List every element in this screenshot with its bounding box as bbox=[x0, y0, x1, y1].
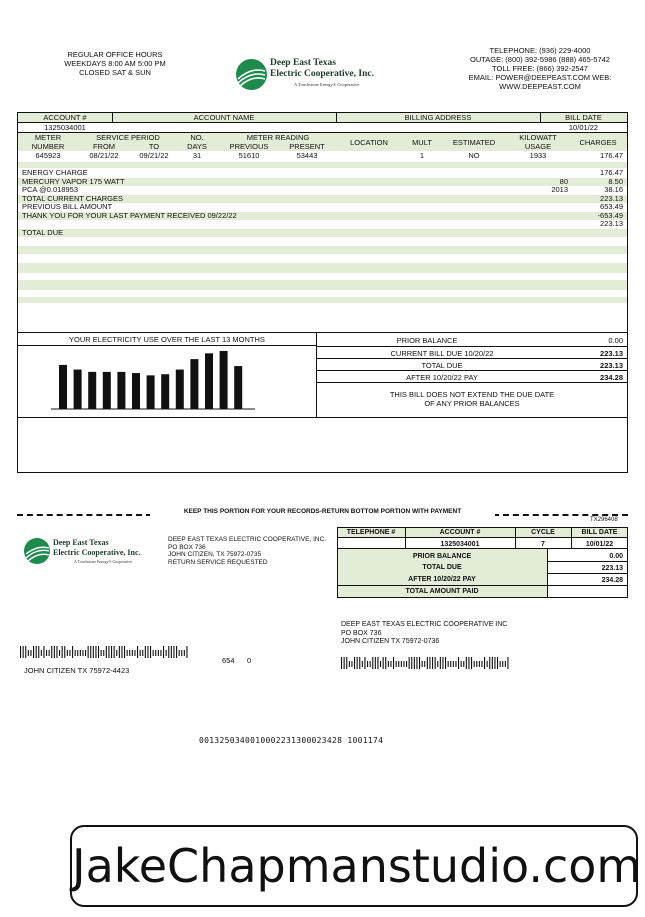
barcode-bar bbox=[458, 657, 459, 669]
hdr-number: NUMBER bbox=[31, 142, 65, 151]
hdr-no: NO. bbox=[190, 133, 204, 142]
stub-logo-globe-icon bbox=[24, 538, 50, 564]
barcode-bar bbox=[427, 657, 428, 669]
balance-row bbox=[317, 347, 627, 359]
logo-name-line1: Deep East Texas bbox=[270, 58, 336, 68]
charges-list bbox=[22, 168, 624, 236]
barcode-bar bbox=[160, 650, 161, 656]
balance-row bbox=[317, 371, 627, 383]
charge-row bbox=[22, 194, 624, 203]
remit-barcode bbox=[341, 657, 511, 669]
charge-amount: 653.49 bbox=[600, 202, 623, 211]
stub-bill-date: 10/01/22 bbox=[585, 541, 614, 548]
usage-bar bbox=[117, 372, 125, 409]
barcode-bar bbox=[442, 657, 443, 669]
barcode-bar bbox=[93, 646, 94, 658]
barcode-bar bbox=[124, 646, 125, 658]
usage-bar bbox=[147, 375, 155, 409]
service-to: 09/21/22 bbox=[139, 151, 169, 160]
barcode-bar bbox=[409, 657, 410, 669]
barcode-bar bbox=[479, 661, 480, 667]
barcode-bar bbox=[351, 661, 352, 667]
balance-summary bbox=[317, 333, 627, 408]
office-hours-line: WEEKDAYS 8:00 AM 5:00 PM bbox=[64, 59, 166, 68]
service-days: 31 bbox=[192, 151, 202, 160]
barcode-bar bbox=[176, 646, 177, 658]
barcode-bar bbox=[49, 650, 50, 656]
stub-row-value: 234.28 bbox=[601, 577, 623, 584]
balance-label: AFTER 10/20/22 PAY bbox=[406, 373, 478, 382]
meter-number: 645923 bbox=[35, 151, 61, 160]
barcode-bar bbox=[383, 657, 384, 669]
stub-row-value: 0.00 bbox=[609, 553, 623, 560]
barcode-bar bbox=[437, 661, 438, 667]
contact-line: TOLL FREE: (866) 392-2547 bbox=[492, 64, 588, 73]
barcode-bar bbox=[72, 646, 73, 658]
stub-logo bbox=[24, 536, 154, 570]
barcode-bar bbox=[64, 646, 65, 658]
hdr-service-period: SERVICE PERIOD bbox=[96, 133, 160, 142]
barcode-bar bbox=[403, 661, 404, 667]
stub-row-label: PRIOR BALANCE bbox=[412, 553, 472, 560]
customer-barcode bbox=[20, 646, 190, 658]
charge-desc: TOTAL DUE bbox=[22, 227, 64, 237]
label-billing-address: BILLING ADDRESS bbox=[404, 113, 472, 122]
balance-label: CURRENT BILL DUE 10/20/22 bbox=[390, 349, 494, 358]
meter-charges: 176.47 bbox=[600, 151, 623, 160]
barcode-bar bbox=[111, 646, 112, 658]
stub-account: 1325034001 bbox=[440, 541, 480, 548]
barcode-bar bbox=[424, 661, 425, 667]
office-hours-line: REGULAR OFFICE HOURS bbox=[67, 50, 163, 59]
balance-row bbox=[317, 359, 627, 371]
stub-row-label: TOTAL AMOUNT PAID bbox=[405, 588, 479, 595]
barcode-bar bbox=[163, 646, 164, 658]
hdr-previous: PREVIOUS bbox=[229, 142, 269, 151]
stub-row-label: AFTER 10/20/22 PAY bbox=[408, 576, 476, 583]
barcode-bar bbox=[28, 650, 29, 656]
barcode-bar bbox=[186, 646, 187, 658]
usage-bar bbox=[132, 373, 140, 409]
charge-amount: 176.47 bbox=[600, 168, 623, 177]
stub-logo-name-line1: Deep East Texas bbox=[53, 538, 109, 547]
barcode-bar bbox=[106, 646, 107, 658]
usage-bar bbox=[103, 372, 111, 409]
barcode-bar bbox=[385, 657, 386, 669]
barcode-bar bbox=[184, 650, 185, 656]
barcode-bar bbox=[448, 661, 449, 667]
barcode-bar bbox=[393, 657, 394, 669]
barcode-bar bbox=[468, 657, 469, 669]
barcode-bar bbox=[455, 661, 456, 667]
barcode-bar bbox=[54, 646, 55, 658]
contact-line: EMAIL: POWER@DEEPEAST.COM WEB: bbox=[468, 73, 612, 82]
hdr-kilowatt: KILOWATT bbox=[519, 133, 557, 142]
barcode-bar bbox=[90, 646, 91, 658]
usage-bar bbox=[190, 359, 198, 409]
barcode-bar bbox=[487, 661, 488, 667]
stub-table bbox=[337, 527, 628, 599]
hdr-present: PRESENT bbox=[289, 142, 325, 151]
charge-row bbox=[22, 177, 624, 186]
hdr-estimated: ESTIMATED bbox=[452, 138, 496, 147]
barcode-bar bbox=[354, 657, 355, 669]
barcode-bar bbox=[466, 657, 467, 669]
barcode-bar bbox=[140, 650, 141, 656]
hdr-location: LOCATION bbox=[350, 138, 388, 147]
usage-bar bbox=[88, 372, 96, 409]
barcode-bar bbox=[46, 650, 47, 656]
logo-globe-icon bbox=[236, 59, 267, 90]
barcode-bar bbox=[463, 661, 464, 667]
barcode-bar bbox=[489, 657, 490, 669]
barcode-bar bbox=[82, 650, 83, 656]
contact-block bbox=[440, 46, 640, 91]
barcode-bar bbox=[453, 661, 454, 667]
charge-desc: PREVIOUS BILL AMOUNT bbox=[22, 202, 113, 211]
charge-amount: 8.50 bbox=[608, 176, 623, 186]
barcode-bar bbox=[171, 646, 172, 658]
logo-name-line2: Electric Cooperative, Inc. bbox=[270, 69, 374, 79]
balance-value: 223.13 bbox=[600, 349, 623, 358]
barcode-bar bbox=[168, 646, 169, 658]
charge-desc: MERCURY VAPOR 175 WATT bbox=[22, 176, 125, 186]
contact-line: WWW.DEEPEAST.COM bbox=[499, 82, 581, 91]
remit-to-address bbox=[341, 621, 507, 647]
usage-chart-title: YOUR ELECTRICITY USE OVER THE LAST 13 MONTHS bbox=[69, 335, 265, 344]
barcode-bar bbox=[36, 646, 37, 658]
hdr-mult: MULT bbox=[412, 138, 432, 147]
hdr-meter-reading: METER READING bbox=[246, 133, 310, 142]
barcode-bar bbox=[33, 646, 34, 658]
barcode-bar bbox=[370, 661, 371, 667]
barcode-bar bbox=[101, 650, 102, 656]
barcode-bar bbox=[129, 650, 130, 656]
barcode-bar bbox=[75, 650, 76, 656]
remit-line: DEEP EAST TEXAS ELECTRIC COOPERATIVE INC bbox=[341, 621, 508, 628]
stub-cycle: 7 bbox=[541, 541, 545, 548]
hdr-usage: USAGE bbox=[524, 142, 552, 151]
barcode-bar bbox=[25, 646, 26, 658]
meter-estimated: NO bbox=[468, 151, 480, 160]
charge-row bbox=[22, 185, 624, 194]
barcode-bar bbox=[440, 657, 441, 669]
barcode-bar bbox=[142, 650, 143, 656]
barcode-bar bbox=[41, 650, 42, 656]
barcode-bar bbox=[20, 646, 21, 658]
barcode-bar bbox=[375, 657, 376, 669]
barcode-bar bbox=[390, 661, 391, 667]
barcode-bar bbox=[398, 661, 399, 667]
barcode-bar bbox=[435, 657, 436, 669]
reading-previous: 51610 bbox=[238, 151, 260, 160]
bill-date-value: 10/01/22 bbox=[568, 123, 599, 132]
stub-code: TX296408 bbox=[590, 517, 618, 523]
notice-line: OF ANY PRIOR BALANCES bbox=[424, 399, 520, 408]
stub-hdr-account: ACCOUNT # bbox=[439, 529, 481, 536]
barcode-bar bbox=[364, 657, 365, 669]
barcode-bar bbox=[108, 646, 109, 658]
barcode-bar bbox=[132, 650, 133, 656]
barcode-bar bbox=[134, 650, 135, 656]
usage-bar bbox=[161, 374, 169, 409]
barcode-bar bbox=[98, 646, 99, 658]
barcode-bar bbox=[372, 657, 373, 669]
stub-logo-tagline: A Touchstone Energy® Cooperative bbox=[74, 559, 133, 564]
charge-amount: 38.16 bbox=[604, 185, 623, 194]
charge-row bbox=[22, 219, 624, 228]
barcode-bar bbox=[121, 646, 122, 658]
barcode-bar bbox=[114, 646, 115, 658]
hdr-from: FROM bbox=[92, 142, 116, 151]
barcode-bar bbox=[406, 661, 407, 667]
notice-line: THIS BILL DOES NOT EXTEND THE DUE DATE bbox=[389, 390, 555, 399]
barcode-bar bbox=[388, 661, 389, 667]
barcode-bar bbox=[103, 650, 104, 656]
charge-desc: TOTAL CURRENT CHARGES bbox=[22, 193, 123, 203]
balance-value: 223.13 bbox=[600, 361, 623, 370]
remit-line: PO BOX 736 bbox=[341, 629, 382, 637]
tear-instruction: KEEP THIS PORTION FOR YOUR RECORDS-RETURN BOTTOM PORTION WITH PAYMENT bbox=[150, 507, 495, 516]
stub-return-address bbox=[168, 536, 326, 566]
barcode-bar bbox=[377, 657, 378, 669]
hdr-to: TO bbox=[148, 142, 160, 151]
charge-amount: -653.49 bbox=[597, 210, 623, 220]
customer-address-line: JOHN CITIZEN TX 75972-4423 bbox=[24, 666, 130, 675]
barcode-bar bbox=[67, 650, 68, 656]
barcode-bar bbox=[502, 661, 503, 667]
charge-amount: 223.13 bbox=[600, 219, 623, 228]
usage-bar bbox=[234, 366, 242, 409]
charge-row bbox=[22, 202, 624, 211]
charge-row bbox=[22, 168, 624, 177]
stub-hdr-telephone: TELEPHONE # bbox=[346, 529, 396, 536]
barcode-bar bbox=[505, 661, 506, 667]
label-account-no: ACCOUNT # bbox=[43, 113, 87, 122]
barcode-bar bbox=[396, 661, 397, 667]
barcode-bar bbox=[155, 650, 156, 656]
sequence-a: 654 bbox=[222, 656, 235, 665]
barcode-bar bbox=[419, 657, 420, 669]
stub-hdr-cycle: CYCLE bbox=[531, 529, 555, 536]
barcode-bar bbox=[414, 657, 415, 669]
company-logo bbox=[236, 57, 386, 93]
balance-row bbox=[317, 333, 627, 347]
balance-label: TOTAL DUE bbox=[421, 361, 463, 370]
barcode-bar bbox=[173, 646, 174, 658]
barcode-bar bbox=[476, 661, 477, 667]
usage-chart bbox=[47, 348, 259, 412]
return-address-line: PO BOX 736 bbox=[168, 543, 206, 551]
charge-row bbox=[22, 211, 624, 220]
due-date-notice bbox=[317, 390, 627, 408]
remit-line: JOHN CITIZEN TX 75972-0736 bbox=[341, 638, 440, 645]
barcode-bar bbox=[450, 661, 451, 667]
barcode-bar bbox=[432, 657, 433, 669]
watermark-banner bbox=[70, 825, 642, 907]
barcode-bar bbox=[367, 661, 368, 667]
barcode-bar bbox=[43, 646, 44, 658]
barcode-bar bbox=[166, 650, 167, 656]
account-number-value: 1325034001 bbox=[44, 123, 86, 132]
barcode-bar bbox=[59, 650, 60, 656]
barcode-bar bbox=[484, 657, 485, 669]
meter-usage: 1933 bbox=[529, 151, 547, 160]
hdr-meter: METER bbox=[34, 133, 62, 142]
contact-line: TELEPHONE: (936) 229-4000 bbox=[489, 46, 591, 55]
barcode-bar bbox=[362, 661, 363, 667]
barcode-bar bbox=[150, 646, 151, 658]
usage-bar bbox=[59, 365, 67, 409]
barcode-bar bbox=[80, 650, 81, 656]
barcode-bar bbox=[179, 650, 180, 656]
barcode-bar bbox=[88, 646, 89, 658]
barcode-bar bbox=[23, 646, 24, 658]
usage-bar bbox=[176, 370, 184, 409]
barcode-bar bbox=[119, 646, 120, 658]
barcode-bar bbox=[461, 661, 462, 667]
usage-bar bbox=[205, 353, 213, 409]
watermark-text: JakeChapmanstudio.com bbox=[72, 839, 642, 893]
usage-bar bbox=[220, 351, 228, 409]
charge-desc: THANK YOU FOR YOUR LAST PAYMENT RECEIVED 09/22/22 bbox=[22, 210, 237, 220]
barcode-bar bbox=[492, 657, 493, 669]
barcode-bar bbox=[341, 657, 342, 669]
barcode-bar bbox=[95, 646, 96, 658]
return-address-line: DEEP EAST TEXAS ELECTRIC COOPERATIVE, INC. bbox=[168, 536, 327, 543]
return-address-line: RETURN SERVICE REQUESTED bbox=[168, 558, 268, 566]
return-address-line: JOHN CITIZEN, TX 75972-0735 bbox=[168, 551, 262, 558]
charge-qty: 2013 bbox=[551, 185, 568, 194]
balance-label: PRIOR BALANCE bbox=[396, 336, 458, 345]
barcode-bar bbox=[56, 646, 57, 658]
office-hours bbox=[40, 50, 190, 77]
barcode-bar bbox=[416, 657, 417, 669]
barcode-bar bbox=[30, 650, 31, 656]
balance-value: 234.28 bbox=[600, 373, 623, 382]
barcode-bar bbox=[85, 650, 86, 656]
barcode-bar bbox=[445, 657, 446, 669]
barcode-bar bbox=[474, 661, 475, 667]
reading-present: 53443 bbox=[296, 151, 318, 160]
charge-desc: PCA @0.018953 bbox=[22, 185, 78, 194]
barcode-bar bbox=[497, 657, 498, 669]
barcode-bar bbox=[507, 657, 508, 669]
barcode-bar bbox=[357, 657, 358, 669]
barcode-bar bbox=[116, 650, 117, 656]
label-account-name: ACCOUNT NAME bbox=[193, 113, 255, 122]
barcode-bar bbox=[38, 646, 39, 658]
barcode-bar bbox=[127, 650, 128, 656]
barcode-bar bbox=[158, 650, 159, 656]
barcode-bar bbox=[62, 646, 63, 658]
logo-tagline: A Touchstone Energy® Cooperative bbox=[294, 82, 360, 87]
stub-hdr-bill-date: BILL DATE bbox=[581, 529, 618, 536]
barcode-bar bbox=[153, 650, 154, 656]
barcode-bar bbox=[494, 657, 495, 669]
barcode-bar bbox=[422, 661, 423, 667]
barcode-bar bbox=[349, 661, 350, 667]
ocr-scanline: 0013250340010002231300023428 1001174 bbox=[199, 736, 384, 745]
barcode-bar bbox=[344, 657, 345, 669]
barcode-bar bbox=[77, 650, 78, 656]
stub-logo-name-line2: Electric Cooperative, Inc. bbox=[53, 548, 141, 557]
stub-row-value: 223.13 bbox=[601, 565, 623, 572]
office-hours-line: CLOSED SAT & SUN bbox=[79, 68, 151, 77]
barcode-bar bbox=[147, 646, 148, 658]
barcode-bar bbox=[401, 661, 402, 667]
usage-bar bbox=[74, 370, 82, 409]
hdr-days: DAYS bbox=[187, 142, 207, 151]
stub-row-label: TOTAL DUE bbox=[422, 564, 462, 571]
barcode-bar bbox=[69, 650, 70, 656]
barcode-bar bbox=[145, 646, 146, 658]
barcode-bar bbox=[411, 657, 412, 669]
barcode-bar bbox=[380, 661, 381, 667]
label-bill-date: BILL DATE bbox=[565, 113, 602, 122]
barcode-bar bbox=[471, 657, 472, 669]
service-from: 08/21/22 bbox=[89, 151, 119, 160]
charge-amount: 223.13 bbox=[600, 193, 623, 203]
hdr-charges: CHARGES bbox=[579, 138, 617, 147]
meter-mult: 1 bbox=[419, 151, 425, 160]
barcode-bar bbox=[181, 650, 182, 656]
barcode-bar bbox=[500, 661, 501, 667]
barcode-bar bbox=[346, 657, 347, 669]
contact-line: OUTAGE: (800) 392-5986 (888) 465-5742 bbox=[470, 55, 610, 64]
barcode-bar bbox=[359, 657, 360, 669]
charge-desc: ENERGY CHARGE bbox=[22, 168, 88, 177]
barcode-bar bbox=[137, 646, 138, 658]
barcode-bar bbox=[481, 661, 482, 667]
barcode-bar bbox=[51, 646, 52, 658]
balance-value: 0.00 bbox=[608, 336, 623, 345]
sequence-b: 0 bbox=[247, 656, 252, 665]
charge-qty: 80 bbox=[559, 176, 568, 186]
charge-row bbox=[22, 228, 624, 237]
barcode-bar bbox=[429, 657, 430, 669]
